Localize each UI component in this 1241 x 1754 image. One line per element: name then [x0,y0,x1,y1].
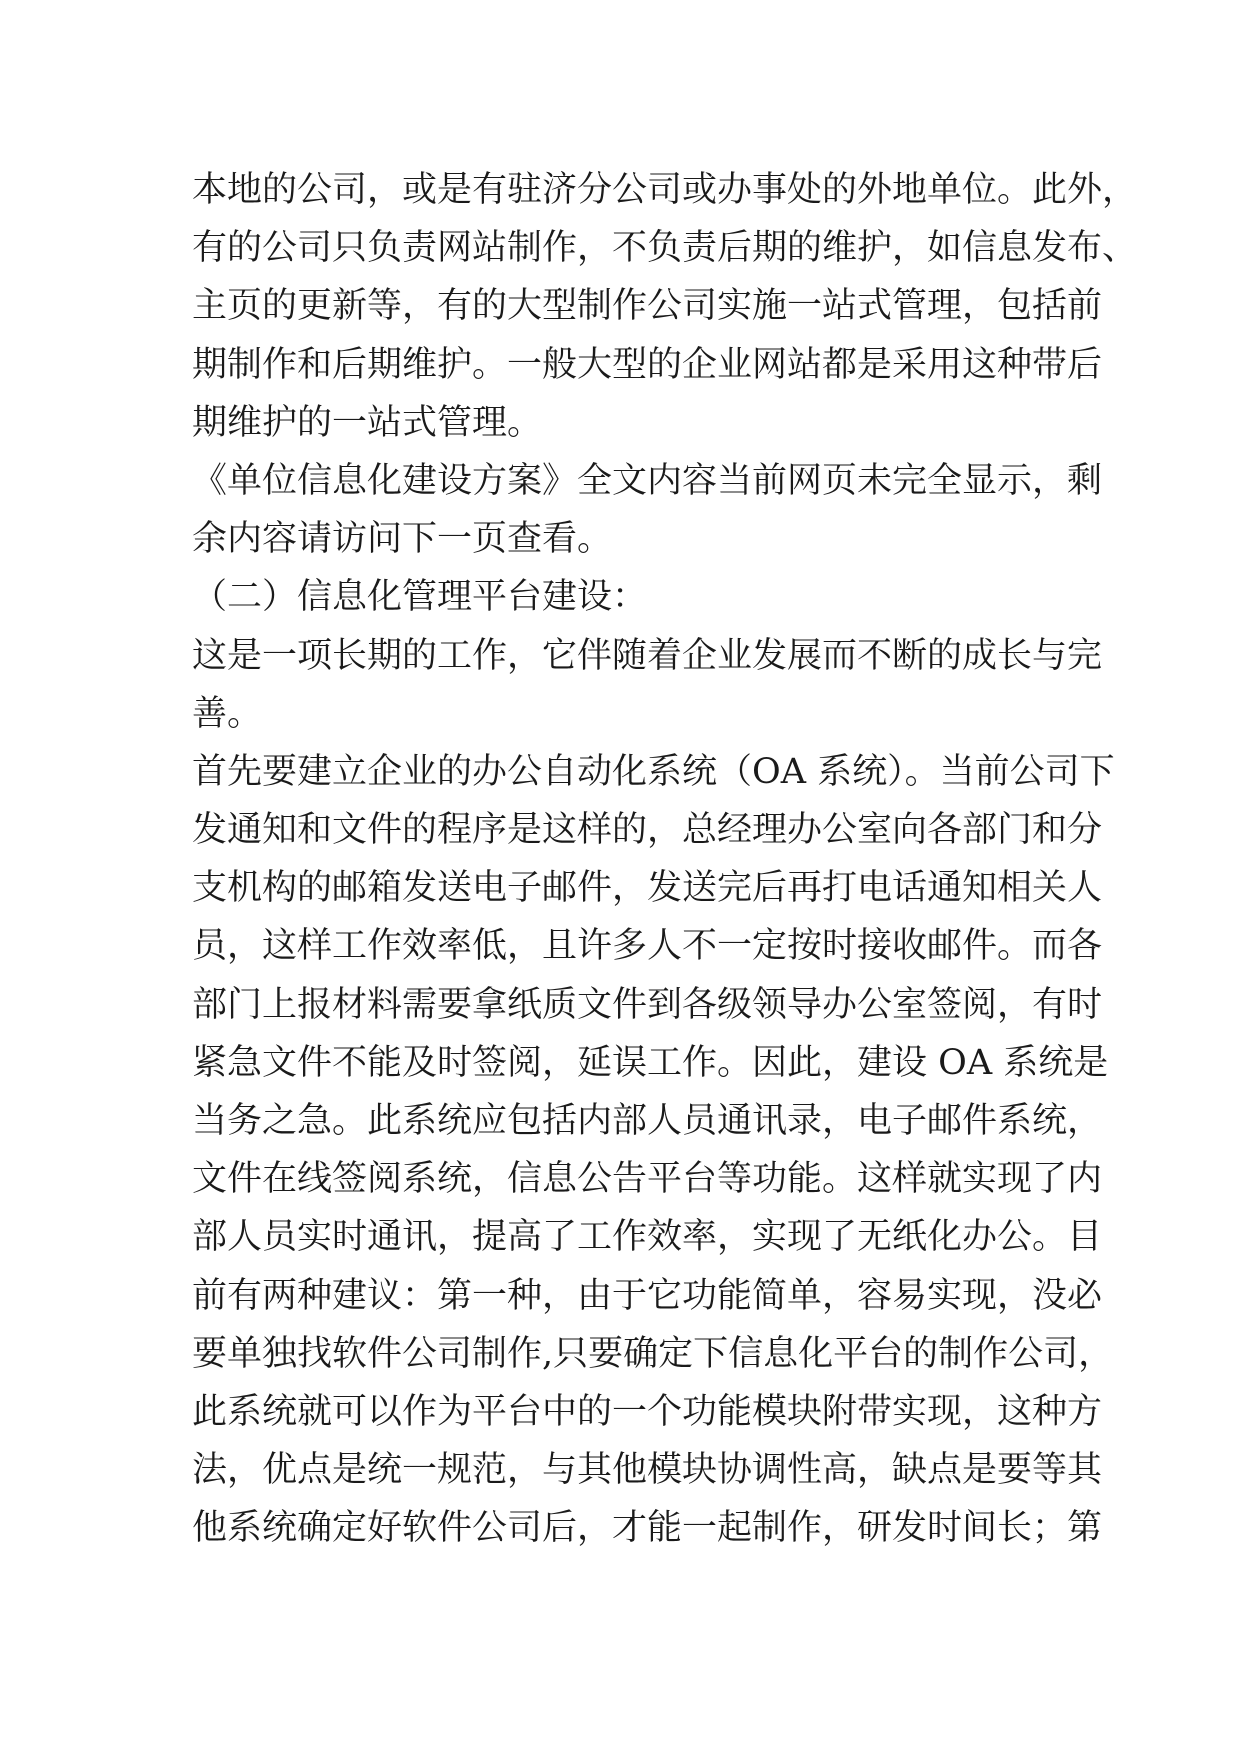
text-line: 期制作和后期维护。一般大型的企业网站都是采用这种带后 [192,344,1103,385]
text-line: 前有两种建议：第一种，由于它功能简单，容易实现，没必 [192,1275,1103,1316]
text-line: 要单独找软件公司制作,只要确定下信息化平台的制作公司， [192,1333,1114,1374]
text-line: 部人员实时通讯，提高了工作效率，实现了无纸化办公。目 [192,1217,1103,1258]
text-line: 《单位信息化建设方案》全文内容当前网页未完全显示，剩 [192,460,1103,501]
body-text [192,161,1138,1558]
text-line: 期维护的一站式管理。 [192,402,543,443]
text-line: 支机构的邮箱发送电子邮件，发送完后再打电话通知相关人 [192,868,1103,909]
text-line: 部门上报材料需要拿纸质文件到各级领导办公室签阅，有时 [192,984,1103,1025]
text-line: 员，这样工作效率低，且许多人不一定按时接收邮件。而各 [192,926,1103,967]
text-line: 他系统确定好软件公司后，才能一起制作，研发时间长；第 [192,1508,1103,1549]
text-line: 善。 [192,693,263,734]
section-heading: （二）信息化管理平台建设： [192,577,648,618]
text-line: 首先要建立企业的办公自动化系统（OA 系统）。当前公司下 [192,751,1115,792]
text-line: 此系统就可以作为平台中的一个功能模块附带实现，这种方 [192,1391,1103,1432]
text-line: 余内容请访问下一页查看。 [192,519,613,560]
text-line: 紧急文件不能及时签阅，延误工作。因此，建设 OA 系统是 [192,1042,1109,1083]
text-line: 法，优点是统一规范，与其他模块协调性高，缺点是要等其 [192,1450,1103,1491]
text-line: 文件在线签阅系统，信息公告平台等功能。这样就实现了内 [192,1159,1103,1200]
text-line: 这是一项长期的工作，它伴随着企业发展而不断的成长与完 [192,635,1103,676]
text-line: 本地的公司，或是有驻济分公司或办事处的外地单位。此外， [192,170,1138,210]
text-line: 当务之急。此系统应包括内部人员通讯录，电子邮件系统， [192,1101,1103,1141]
text-line: 有的公司只负责网站制作，不负责后期的维护，如信息发布、 [192,228,1138,269]
text-line: 发通知和文件的程序是这样的，总经理办公室向各部门和分 [192,810,1103,851]
text-line: 主页的更新等，有的大型制作公司实施一站式管理，包括前 [192,286,1103,327]
